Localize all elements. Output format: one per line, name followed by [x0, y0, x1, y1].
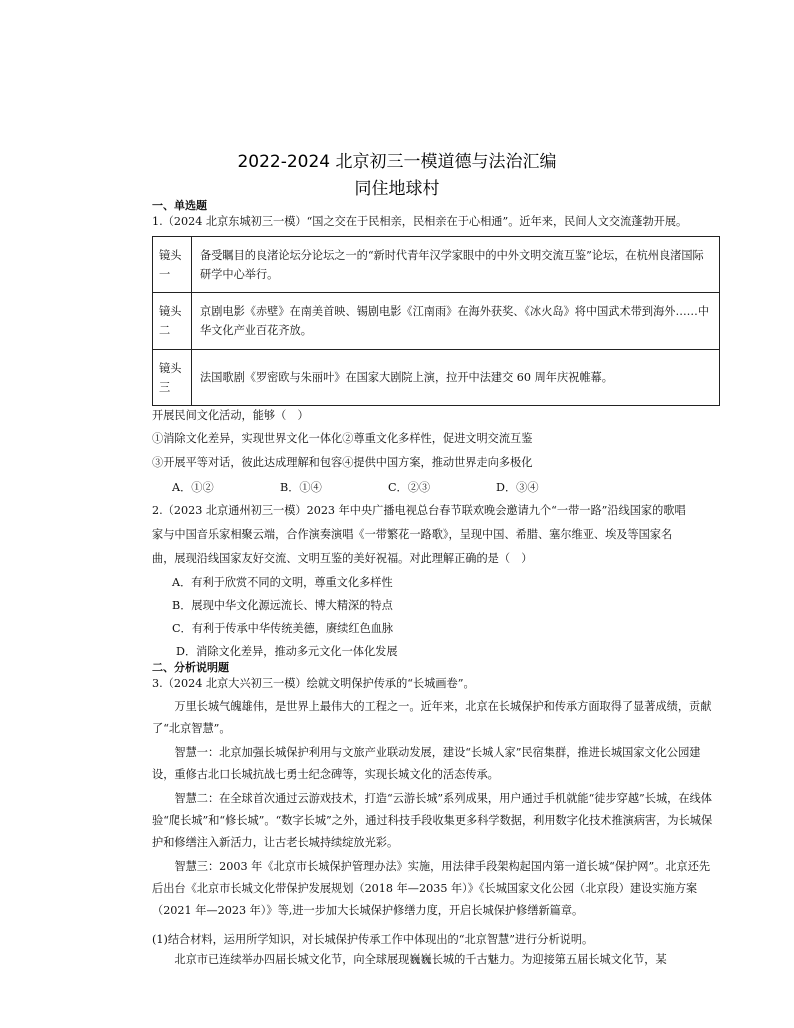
option-c: C．有利于传承中华传统美德，赓续红色血脉: [172, 622, 394, 635]
option-a: A．①②: [172, 481, 214, 494]
document-subtitle: 同住地球村: [354, 179, 440, 199]
question-1-prompt: 开展民间文化活动，能够（ ）: [152, 409, 309, 422]
option-d: D．消除文化差异，推动多元文化一体化发展: [176, 645, 398, 658]
option-d: D．③④: [496, 481, 539, 494]
document-title: 2022-2024 北京初三一模道德与法治汇编: [237, 152, 557, 172]
section-heading-analysis: 二、分析说明题: [152, 661, 229, 674]
table-row: [153, 350, 720, 406]
table-row-label: 镜头一: [153, 237, 192, 293]
question-1-statements-1: ①消除文化差异，实现世界文化一体化②尊重文化多样性，促进文明交流互鉴: [152, 432, 533, 445]
question-2-stem-line-2: 家与中国音乐家相聚云端，合作演奏演唱《一带繁花一路歌》，呈现中国、希腊、塞尔维亚、埃及等国家名: [152, 528, 673, 541]
material-paragraph: 北京市已连续举办四届长城文化节，向全球展现巍巍长城的千古魅力。为迎接第五届长城文化节，某: [174, 953, 667, 966]
material-paragraph: 智慧三：2003 年《北京市长城保护管理办法》实施，用法律手段架构起国内第一道长城“保护网”。北京还先后出台《北京市长城文化带保护发展规划（2018 年—2035 年）》《长城国家文化公园（北京段）建设实施方案（2021 年—2023 年）》等,进一步加大长城保护修缮力度，开启长城保护修缮新篇章。: [152, 860, 711, 917]
material-paragraph: 智慧二：在全球首次通过云游戏技术，打造“云游长城”系列成果，用户通过手机就能“徒步穿越”长城，在线体验“爬长城”和“修长城”。“数字长城”之外，通过科技手段收集更多科学数据，利用数字化技术推演病害，为长城保护和修缮注入新活力，让古老长城持续绽放光彩。: [152, 792, 713, 849]
material-paragraph: 智慧一：北京加强长城保护利用与文旅产业联动发展，建设“长城人家”民宿集群，推进长城国家文化公园建设，重修古北口长城抗战七勇士纪念碑等，实现长城文化的活态传承。: [152, 746, 701, 781]
question-2-stem-line-1: 2.（2023 北京通州初三一模）2023 年中央广播电视总台春节联欢晚会邀请九个“一带一路”沿线国家的歌唱: [152, 504, 686, 517]
question-1-statements-2: ③开展平等对话，彼此达成理解和包容④提供中国方案，推动世界走向多极化: [152, 456, 533, 469]
option-b: B．展现中华文化源远流长、博大精深的特点: [172, 599, 393, 612]
table-row-label: 镜头三: [153, 350, 192, 406]
table-row-label: 镜头二: [153, 293, 192, 350]
table-row: [153, 237, 720, 293]
section-heading-single-choice: 一、单选题: [152, 199, 207, 212]
question-2-stem-line-3: 曲，展现沿线国家友好交流、文明互鉴的美好祝福。对此理解正确的是（ ）: [152, 552, 533, 565]
option-c: C．②③: [388, 481, 431, 494]
question-1-table: [152, 236, 720, 406]
material-paragraph: 万里长城气魄雄伟，是世界上最伟大的工程之一。近年来，北京在长城保护和传承方面取得了显著成绩，贡献了“北京智慧”。: [152, 700, 712, 735]
question-3-subquestion-1: (1)结合材料，运用所学知识，对长城保护传承工作中体现出的“北京智慧”进行分析说明。: [152, 933, 594, 946]
table-row-text: 法国歌剧《罗密欧与朱丽叶》在国家大剧院上演，拉开中法建交 60 周年庆祝帷幕。: [192, 350, 720, 406]
question-1-options: [172, 479, 604, 495]
question-1-stem: 1.（2024 北京东城初三一模）“国之交在于民相亲，民相亲在于心相通”。近年来，民间人文交流蓬勃开展。: [152, 215, 688, 228]
question-3-stem: 3.（2024 北京大兴初三一模）绘就文明保护传承的“长城画卷”。: [152, 677, 475, 690]
option-b: B．①④: [280, 481, 322, 494]
option-a: A．有利于欣赏不同的文明，尊重文化多样性: [172, 576, 393, 589]
table-row: [153, 293, 720, 350]
table-row-text: 京剧电影《赤壁》在南美首映、锡剧电影《江南雨》在海外获奖、《冰火岛》将中国武术带到海外……中华文化产业百花齐放。: [192, 293, 720, 350]
table-row-text: 备受瞩目的良渚论坛分论坛之一的“新时代青年汉学家眼中的中外文明交流互鉴”论坛，在杭州良渚国际研学中心举行。: [192, 237, 720, 293]
